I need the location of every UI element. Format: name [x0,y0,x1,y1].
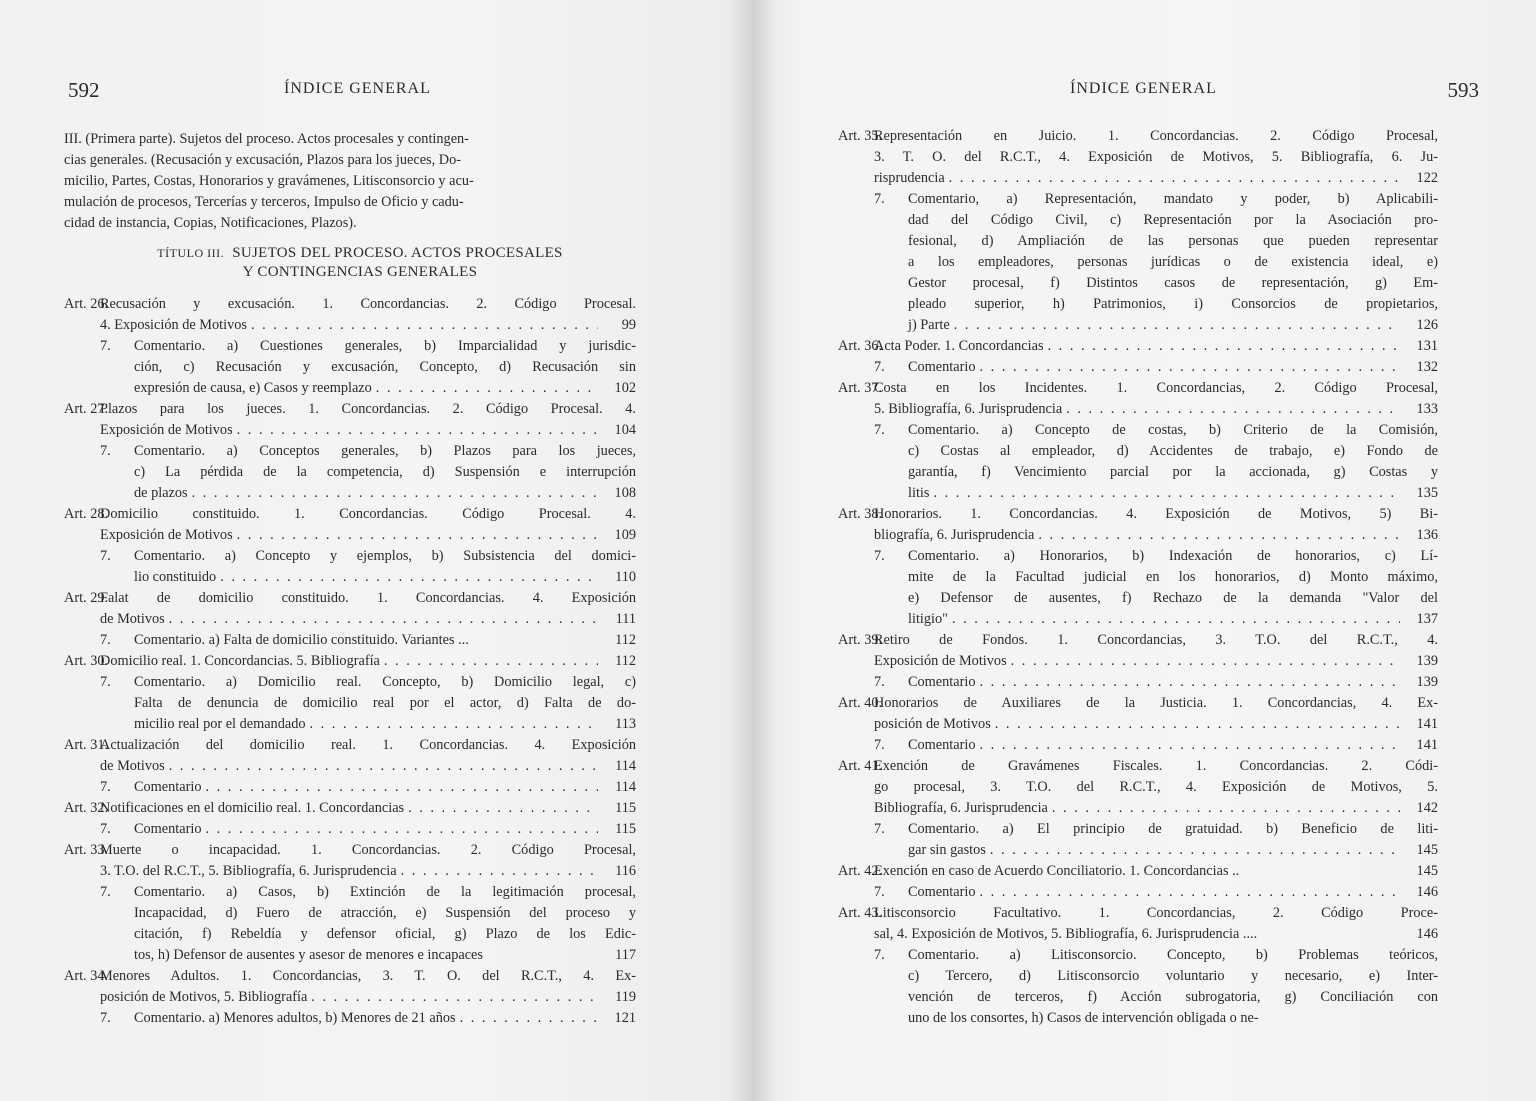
entry-text-line: sal, 4. Exposición de Motivos, 5. Bibliografía, 6. Jurisprudencia .... [874,926,1258,942]
entry-number: 7. [100,443,111,459]
page-reference: 115 [615,800,636,816]
entry-text-line: Exposición de Motivos [100,527,233,543]
toc-entry [838,630,1438,672]
entry-text-line: uno de los consortes, h) Casos de intervención obligada o ne- [908,1010,1259,1026]
toc-subentry [838,189,1438,336]
dot-leader [1011,651,1400,672]
entry-text-line: Honorarios. 1. Concordancias. 4. Exposición de Motivos, 5) Bi- [874,506,1438,522]
entry-last-line [100,315,636,336]
page-reference: 146 [1416,926,1438,942]
entry-text-line: Comentario [134,821,202,837]
intro-line: cias generales. (Recusación y excusación, Plazos para los jueces, Do- [64,152,461,168]
toc-subentry [64,777,636,798]
entry-last-line [874,924,1438,945]
toc-entry [838,126,1438,189]
entry-text-line: Exposición de Motivos [874,653,1007,669]
entry-last-line [134,378,636,399]
title-line: SUJETOS DEL PROCESO. ACTOS PROCESALES [232,245,563,261]
entry-text-line: Comentario. a) Casos, b) Extinción de la legitimación procesal, [134,884,636,900]
entry-number: 7. [874,947,885,963]
entry-last-line [100,420,636,441]
section-intro [64,129,636,234]
entry-number: 7. [874,548,885,564]
entry-number: Art. 41. [838,758,883,774]
dot-leader [954,315,1400,336]
entry-text-line: lio constituido [134,569,217,585]
entry-text-line: Comentario. a) El principio de gratuidad. b) Beneficio de liti- [908,821,1438,837]
entry-last-line [874,336,1438,357]
title-heading [84,244,636,282]
dot-leader [980,735,1401,756]
entry-last-line [100,651,636,672]
entry-last-line [100,798,636,819]
entry-text-line: Comentario. a) Conceptos generales, b) Plazos para los jueces, [134,443,636,459]
entry-text-line: j) Parte [908,317,950,333]
page-reference: 139 [1416,674,1438,690]
page-reference: 142 [1416,800,1438,816]
entry-last-line [100,756,636,777]
entry-text-line: Muerte o incapacidad. 1. Concordancias. 2. Código Procesal, [100,842,636,858]
entry-text-line: mite de la Facultad judicial en los honorarios, d) Monto máximo, [908,569,1438,585]
entry-last-line [874,861,1438,882]
entry-text-line: Falta de denuncia de domicilio real por el actor, d) Falta de do- [134,695,636,711]
entry-number: Art. 36. [838,338,883,354]
entry-last-line [908,735,1438,756]
entry-last-line [874,714,1438,735]
page-reference: 133 [1416,401,1438,417]
entry-number: 7. [100,548,111,564]
entry-text-line: Comentario. a) Concepto de costas, b) Criterio de la Comisión, [908,422,1438,438]
entry-last-line [134,1008,636,1029]
entry-text-line: de plazos [134,485,188,501]
page-reference: 145 [1416,842,1438,858]
entry-text-line: Comentario [908,674,976,690]
dot-leader [980,357,1401,378]
entry-text-line: de Motivos [100,758,165,774]
entry-text-line: Domicilio real. 1. Concordancias. 5. Bibliografía [100,653,380,669]
dot-leader [384,651,598,672]
entry-text-line: fesional, d) Ampliación de las personas que pueden representar [908,233,1438,249]
entry-text-line: Falat de domicilio constituido. 1. Concordancias. 4. Exposición [100,590,636,606]
toc-content [64,129,636,1029]
toc-subentry [838,735,1438,756]
toc-subentry [64,672,636,735]
entry-number: Art. 32. [64,800,109,816]
entry-text-line: Comentario [908,359,976,375]
entry-last-line [134,777,636,798]
entry-text-line: Exención en caso de Acuerdo Conciliatorio. 1. Concordancias .. [874,863,1240,879]
entry-text-line: Comentario [908,737,976,753]
page-reference: 112 [615,653,636,669]
toc-content [838,126,1438,1029]
toc-entries [838,126,1438,1029]
entry-text-line: Comentario [908,884,976,900]
toc-subentry [838,882,1438,903]
page-reference: 109 [614,527,636,543]
entry-text-line: a los empleadores, personas jurídicas o de existencia ideal, e) [908,254,1438,270]
dot-leader [1048,336,1400,357]
toc-entry [64,840,636,882]
entry-text-line: expresión de causa, e) Casos y reemplazo [134,380,372,396]
entry-text-line: Honorarios de Auxiliares de la Justicia. 1. Concordancias, 4. Ex- [874,695,1438,711]
page-reference: 116 [615,863,636,879]
page-reference: 115 [615,821,636,837]
toc-subentry [64,336,636,399]
entry-text-line: Comentario. a) Litisconsorcio. Concepto, b) Problemas teóricos, [908,947,1438,963]
page-reference: 122 [1416,170,1438,186]
intro-line: III. (Primera parte). Sujetos del proceso. Actos procesales y contingen- [64,131,469,147]
entry-last-line [874,651,1438,672]
dot-leader [952,609,1400,630]
entry-text-line: tos, h) Defensor de ausentes y asesor de menores e incapaces [134,947,483,963]
entry-text-line: Plazos para los jueces. 1. Concordancias. 2. Código Procesal. 4. [100,401,636,417]
entry-number: 7. [874,191,885,207]
entry-number: Art. 29. [64,590,109,606]
toc-entry [64,588,636,630]
toc-entry [64,399,636,441]
dot-leader [220,567,598,588]
entry-number: 7. [100,1010,111,1026]
entry-text-line: posición de Motivos, 5. Bibliografía [100,989,308,1005]
entry-last-line [134,945,636,966]
page-reference: 141 [1416,737,1438,753]
dot-leader [311,987,598,1008]
entry-text-line: Comentario. a) Menores adultos, b) Menores de 21 años [134,1010,456,1026]
entry-text-line: Domicilio constituido. 1. Concordancias. Código Procesal. 4. [100,506,636,522]
toc-subentry [64,882,636,966]
page-reference: 114 [615,758,636,774]
entry-text-line: Menores Adultos. 1. Concordancias, 3. T. O. del R.C.T., 4. Ex- [100,968,636,984]
entry-number: Art. 39. [838,632,883,648]
entry-number: Art. 40. [838,695,883,711]
page-reference: 146 [1416,884,1438,900]
page-reference: 119 [615,989,636,1005]
entry-text-line: Acta Poder. 1. Concordancias [874,338,1044,354]
entry-last-line [874,525,1438,546]
entry-number: Art. 43. [838,905,883,921]
toc-entry [64,651,636,672]
dot-leader [169,609,598,630]
entry-text-line: go procesal, 3. T.O. del R.C.T., 4. Exposición de Motivos, 5. [874,779,1438,795]
entry-text-line: 3. T. O. del R.C.T., 4. Exposición de Motivos, 5. Bibliografía, 6. Ju- [874,149,1438,165]
entry-text-line: Comentario. a) Honorarios, b) Indexación de honorarios, c) Lí- [908,548,1438,564]
right-page [752,0,1536,1101]
title-label: TÍTULO III. [157,246,225,260]
entry-text-line: risprudencia [874,170,945,186]
dot-leader [1052,798,1400,819]
entry-number: Art. 34. [64,968,109,984]
toc-entry [64,504,636,546]
entry-last-line [100,609,636,630]
entry-text-line: Comentario. a) Falta de domicilio constituido. Variantes ... [134,632,469,648]
entry-last-line [100,861,636,882]
dot-leader [949,168,1400,189]
toc-entry [64,735,636,777]
entry-text-line: posición de Motivos [874,716,991,732]
entry-text-line: Comentario. a) Domicilio real. Concepto, b) Domicilio legal, c) [134,674,636,690]
toc-subentry [838,819,1438,861]
page-reference: 135 [1416,485,1438,501]
entry-text-line: Comentario [134,779,202,795]
toc-entry [838,903,1438,945]
entry-number: 7. [100,338,111,354]
entry-number: Art. 30. [64,653,109,669]
running-head: ÍNDICE GENERAL [284,80,431,97]
entry-text-line: de Motivos [100,611,165,627]
dot-leader [990,840,1400,861]
dot-leader [995,714,1400,735]
entry-text-line: Gestor procesal, f) Distintos casos de representación, g) Em- [908,275,1438,291]
entry-number: 7. [874,674,885,690]
toc-entry [838,861,1438,882]
entry-text-line: Bibliografía, 6. Jurisprudencia [874,800,1048,816]
entry-text-line: 5. Bibliografía, 6. Jurisprudencia [874,401,1063,417]
entry-text-line: dad del Código Civil, c) Representación por la Asociación pro- [908,212,1438,228]
toc-entry [64,966,636,1008]
toc-subentry [838,546,1438,630]
entry-text-line: Incapacidad, d) Fuero de atracción, e) Suspensión del proceso y [134,905,636,921]
dot-leader [169,756,598,777]
entry-number: Art. 27. [64,401,109,417]
entry-last-line [134,630,636,651]
entry-number: 7. [874,821,885,837]
toc-subentry [64,1008,636,1029]
dot-leader [206,777,599,798]
toc-entry [838,336,1438,357]
entry-text-line: Costa en los Incidentes. 1. Concordancias, 2. Código Procesal, [874,380,1438,396]
page-reference: 137 [1416,611,1438,627]
page-reference: 108 [614,485,636,501]
dot-leader [1038,525,1400,546]
page-reference: 111 [615,611,636,627]
toc-entries [64,294,636,1029]
entry-number: 7. [100,779,111,795]
running-head: ÍNDICE GENERAL [1070,80,1217,97]
entry-last-line [908,1008,1438,1029]
toc-entry [838,693,1438,735]
dot-leader [206,819,599,840]
entry-text-line: Exposición de Motivos [100,422,233,438]
entry-number: Art. 26. [64,296,109,312]
dot-leader [980,882,1401,903]
dot-leader [192,483,598,504]
entry-text-line: c) Tercero, d) Litisconsorcio voluntario y necesario, e) Inter- [908,968,1438,984]
toc-subentry [64,546,636,588]
entry-text-line: c) Costas al empleador, d) Accidentes de trabajo, e) Fondo de [908,443,1438,459]
page-reference: 117 [615,947,636,963]
toc-entry [838,504,1438,546]
left-page [0,0,752,1101]
toc-entry [838,756,1438,819]
entry-text-line: ción, c) Recusación y excusación, Concepto, d) Recusación sin [134,359,636,375]
entry-last-line [100,987,636,1008]
page-reference: 102 [614,380,636,396]
dot-leader [401,861,598,882]
entry-number: Art. 31. [64,737,109,753]
toc-entry [64,294,636,336]
toc-subentry [64,630,636,651]
entry-last-line [908,609,1438,630]
dot-leader [237,525,598,546]
toc-subentry [838,357,1438,378]
entry-number: 7. [874,737,885,753]
entry-last-line [908,840,1438,861]
dot-leader [237,420,598,441]
entry-text-line: Comentario, a) Representación, mandato y poder, b) Aplicabili- [908,191,1438,207]
entry-text-line: citación, f) Rebeldía y defensor oficial, g) Plazo de los Edic- [134,926,636,942]
page-reference: 132 [1416,359,1438,375]
dot-leader [310,714,599,735]
toc-subentry [838,945,1438,1029]
page-reference: 114 [615,779,636,795]
dot-leader [408,798,598,819]
entry-number: 7. [874,359,885,375]
entry-number: 7. [100,884,111,900]
entry-text-line: bliografía, 6. Jurisprudencia [874,527,1035,543]
entry-text-line: e) Defensor de ausentes, f) Rechazo de la demanda "Valor del [908,590,1438,606]
dot-leader [376,378,598,399]
entry-last-line [134,567,636,588]
entry-last-line [908,357,1438,378]
entry-number: Art. 35. [838,128,883,144]
page-reference: 113 [615,716,636,732]
page-reference: 141 [1416,716,1438,732]
entry-last-line [908,672,1438,693]
entry-text-line: Exención de Gravámenes Fiscales. 1. Concordancias. 2. Códi- [874,758,1438,774]
page-reference: 139 [1416,653,1438,669]
dot-leader [933,483,1400,504]
entry-text-line: Notificaciones en el domicilio real. 1. Concordancias [100,800,405,816]
entry-last-line [908,882,1438,903]
page-reference: 112 [615,632,636,648]
toc-subentry [838,420,1438,504]
entry-text-line: Litisconsorcio Facultativo. 1. Concordancias, 2. Código Proce- [874,905,1438,921]
entry-last-line [134,483,636,504]
entry-text-line: Retiro de Fondos. 1. Concordancias, 3. T.O. del R.C.T., 4. [874,632,1438,648]
page-reference: 99 [621,317,636,333]
intro-line: cidad de instancia, Copias, Notificaciones, Plazos). [64,215,357,231]
entry-number: 7. [874,884,885,900]
entry-text-line: Recusación y excusación. 1. Concordancias. 2. Código Procesal. [100,296,636,312]
page-number: 592 [68,78,100,102]
toc-subentry [64,441,636,504]
entry-text-line: Actualización del domicilio real. 1. Concordancias. 4. Exposición [100,737,636,753]
dot-leader [460,1008,598,1029]
dot-leader [251,315,598,336]
entry-last-line [874,399,1438,420]
entry-last-line [874,168,1438,189]
entry-text-line: 3. T.O. del R.C.T., 5. Bibliografía, 6. Jurisprudencia [100,863,397,879]
entry-number: 7. [874,422,885,438]
entry-text-line: micilio real por el demandado [134,716,306,732]
page-reference: 126 [1416,317,1438,333]
entry-last-line [874,798,1438,819]
toc-subentry [64,819,636,840]
page-number: 593 [1447,78,1479,102]
entry-last-line [908,483,1438,504]
page-reference: 110 [615,569,636,585]
entry-number: Art. 38. [838,506,883,522]
entry-number: Art. 37. [838,380,883,396]
entry-text-line: c) La pérdida de la competencia, d) Suspensión e interrupción [134,464,636,480]
toc-entry [64,798,636,819]
entry-last-line [100,525,636,546]
entry-text-line: gar sin gastos [908,842,986,858]
entry-last-line [908,315,1438,336]
toc-entry [838,378,1438,420]
page-reference: 136 [1416,527,1438,543]
entry-text-line: 4. Exposición de Motivos [100,317,247,333]
entry-last-line [134,819,636,840]
page-reference: 145 [1416,863,1438,879]
entry-text-line: litis [908,485,930,501]
entry-number: Art. 42. [838,863,883,879]
entry-number: 7. [100,674,111,690]
page-reference: 131 [1416,338,1438,354]
entry-text-line: garantía, f) Vencimiento parcial por la accionada, g) Costas y [908,464,1438,480]
entry-number: 7. [100,632,111,648]
intro-line: mulación de procesos, Tercerías y terceros, Impulso de Oficio y cadu- [64,194,464,210]
title-line: Y CONTINGENCIAS GENERALES [242,264,478,280]
dot-leader [980,672,1401,693]
entry-last-line [134,714,636,735]
entry-text-line: pleado superior, h) Patrimonios, i) Consorcios de propietarios, [908,296,1438,312]
page-reference: 104 [614,422,636,438]
entry-number: 7. [100,821,111,837]
entry-number: Art. 28. [64,506,109,522]
entry-text-line: vención de terceros, f) Acción subrogatoria, g) Conciliación con [908,989,1438,1005]
entry-text-line: Comentario. a) Concepto y ejemplos, b) Subsistencia del domici- [134,548,636,564]
toc-subentry [838,672,1438,693]
entry-number: Art. 33. [64,842,109,858]
page-reference: 121 [614,1010,636,1026]
intro-line: micilio, Partes, Costas, Honorarios y gravámenes, Litisconsorcio y acu- [64,173,474,189]
entry-text-line: Representación en Juicio. 1. Concordancias. 2. Código Procesal, [874,128,1438,144]
entry-text-line: Comentario. a) Cuestiones generales, b) Imparcialidad y jurisdic- [134,338,636,354]
dot-leader [1066,399,1400,420]
entry-text-line: litigio" [908,611,948,627]
